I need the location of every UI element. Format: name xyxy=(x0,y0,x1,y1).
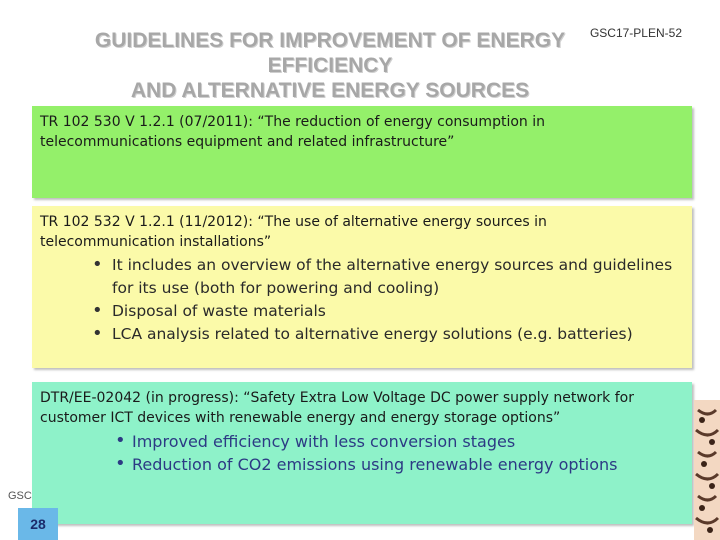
list-item xyxy=(40,254,684,300)
list-item xyxy=(40,323,684,346)
box-description: DTR/EE-02042 (in progress): “Safety Extra Low Voltage DC power supply network for customer ICT devices with renewable energy and energy storage options” xyxy=(40,390,634,426)
bullet-text: LCA analysis related to alternative energy solutions (e.g. batteries) xyxy=(112,325,633,343)
bullet-text: It includes an overview of the alternative energy sources and guidelines for its use (both for powering and cooling) xyxy=(112,256,673,297)
title-line-1: GUIDELINES FOR IMPROVEMENT OF ENERGY xyxy=(94,29,566,52)
bullet-icon: • xyxy=(115,430,126,451)
bullet-list xyxy=(40,254,684,346)
list-item xyxy=(40,300,684,323)
bullet-icon: • xyxy=(92,300,103,321)
info-box-tr102532 xyxy=(32,206,692,368)
bullet-text: Disposal of waste materials xyxy=(112,302,326,320)
list-item xyxy=(40,430,684,453)
slide-title xyxy=(60,28,600,103)
info-box-dtr-ee-02042 xyxy=(32,382,692,524)
bullet-text: Reduction of CO2 emissions using renewable energy options xyxy=(132,455,618,474)
bullet-icon: • xyxy=(92,323,103,344)
info-box-tr102530 xyxy=(32,106,692,198)
decorative-pattern-icon xyxy=(694,400,720,540)
title-line-3: AND ALTERNATIVE ENERGY SOURCES xyxy=(130,79,530,102)
page-number: 28 xyxy=(18,508,58,540)
bullet-icon: • xyxy=(92,254,103,275)
bullet-text: Improved efficiency with less conversion stages xyxy=(132,432,516,451)
footer-mark: GSC xyxy=(8,490,32,502)
list-item xyxy=(40,453,684,476)
document-id: GSC17-PLEN-52 xyxy=(589,26,682,40)
title-line-2: EFFICIENCY xyxy=(267,54,393,77)
bullet-list xyxy=(40,430,684,476)
bullet-icon: • xyxy=(115,453,126,474)
box-description: TR 102 532 V 1.2.1 (11/2012): “The use of alternative energy sources in telecommunication installations” xyxy=(40,214,547,250)
box-description: TR 102 530 V 1.2.1 (07/2011): “The reduction of energy consumption in telecommunications equipment and related infrastructure” xyxy=(40,114,545,150)
